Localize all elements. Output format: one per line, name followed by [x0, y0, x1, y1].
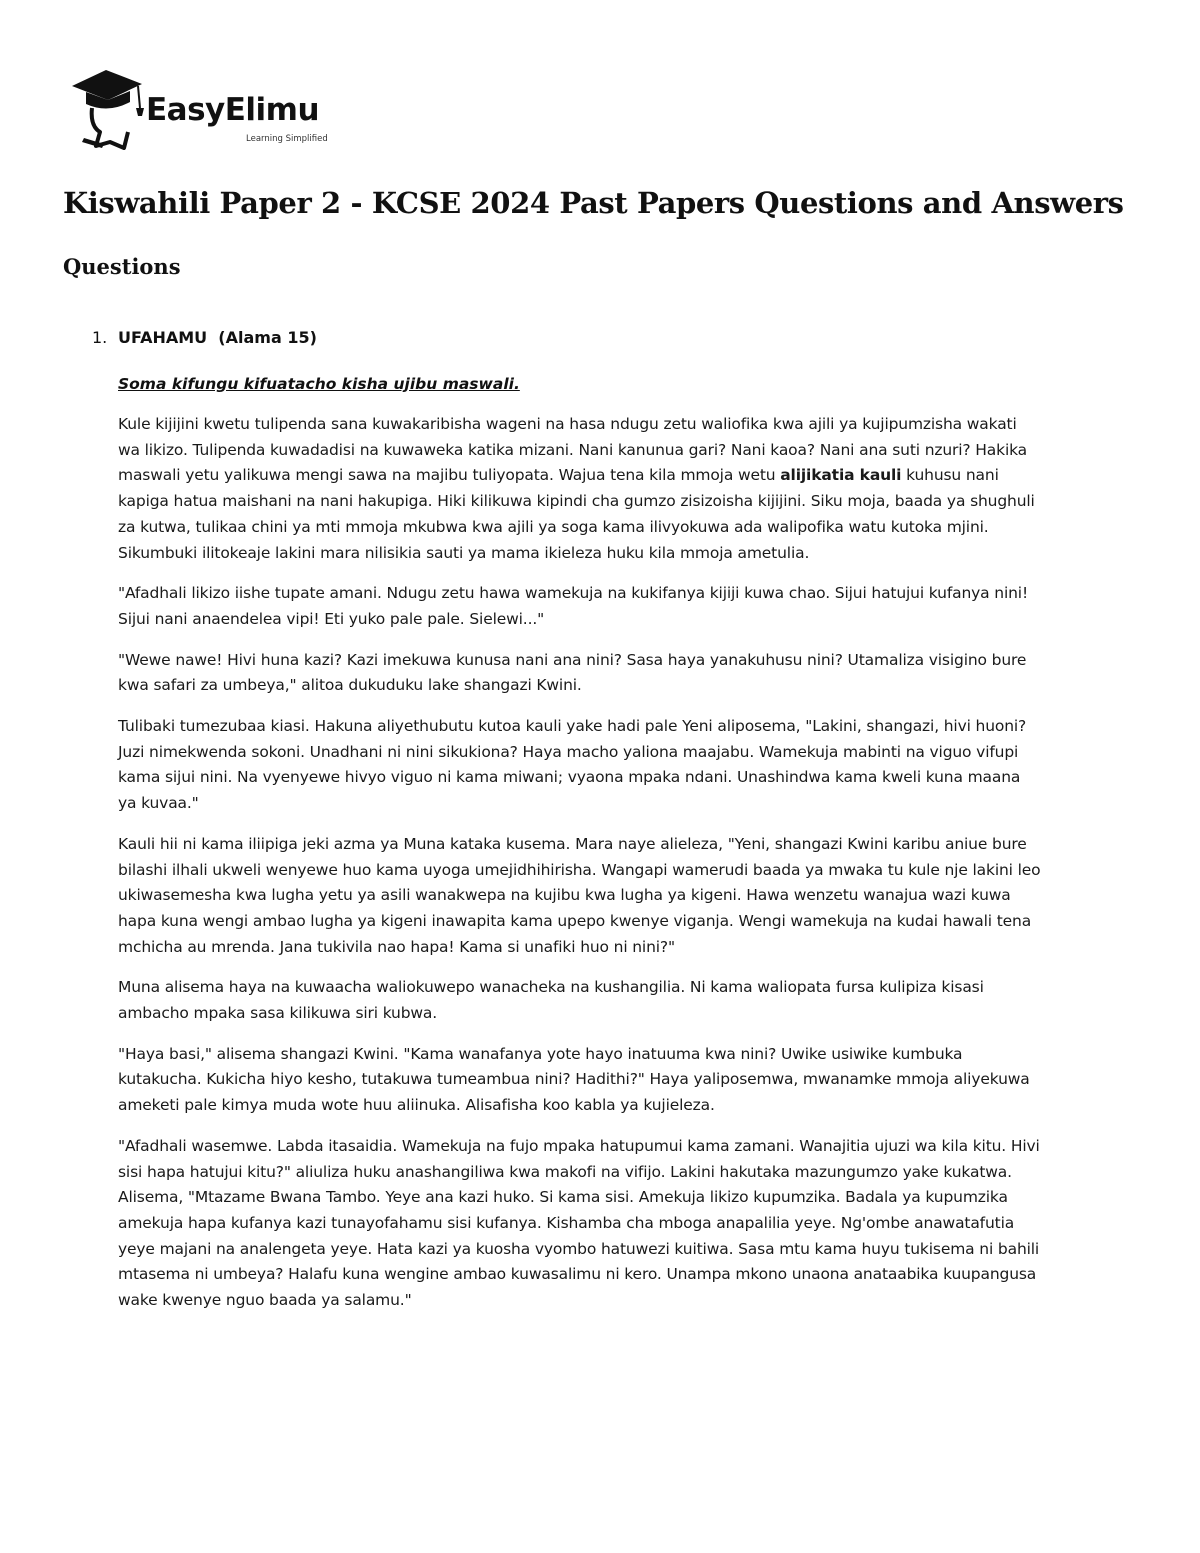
section-heading: Questions	[63, 254, 181, 279]
document-title: Kiswahili Paper 2 - KCSE 2024 Past Papers Questions and Answers	[63, 186, 1124, 220]
question-title: UFAHAMU (Alama 15)	[118, 328, 317, 347]
logo-brand-text: EasyElimu	[146, 92, 320, 128]
easyelimu-logo	[70, 68, 350, 150]
question-heading	[92, 326, 1042, 350]
passage-paragraph-5: Kauli hii ni kama iliipiga jeki azma ya Muna kataka kusema. Mara naye alieleza, "Yeni, shangazi Kwini karibu aniue bure bilashi ilhali ukweli wenyewe huo kama uyoga umejidhihirisha. Wangapi wamerudi baada ya mwaka tu kule nje lakini leo ukiwasemesha kwa lugha yetu ya asili wanakwepa na kujibu kwa lugha ya kigeni. Hawa wenzetu wanajua wazi kuwa hapa kuna wengi ambao lugha ya kigeni inawapita kama upepo kwenye viganja. Wengi wamekuja na kudai hawali tena mchicha au mrenda. Jana tukivila nao hapa! Kama si unafiki huo ni nini?"	[118, 834, 1041, 956]
passage-paragraph-8: "Afadhali wasemwe. Labda itasaidia. Wamekuja na fujo mpaka hatupumui kama zamani. Wanajitia ujuzi wa kila kitu. Hivi sisi hapa hatujui kitu?" aliuliza huku anashangiliwa kwa makofi na vifijo. Lakini hakutaka mazungumzo yake kukatwa. Alisema, "Mtazame Bwana Tambo. Yeye ana kazi huko. Si kama sisi. Amekuja likizo kupumzika. Badala ya kupumzika amekuja hapa kufanya kazi tunayofahamu sisi kufanya. Kishamba cha mboga anapalilia yeye. Ng'ombe anawatafutia yeye majani na analengeta yeye. Hata kazi ya kuosha vyombo hatuwezi kuitiwa. Sasa mtu kama huyu tukisema ni bahili mtasema ni umbeya? Halafu kuna wengine ambao kuwasalimu ni kero. Unampa mkono unaona anataabika kuupangusa wake kwenye nguo baada ya salamu."	[118, 1136, 1040, 1310]
passage-paragraph-3: "Wewe nawe! Hivi huna kazi? Kazi imekuwa kunusa nani ana nini? Sasa haya yanakuhusu nini? Utamaliza visigino bure kwa safari za umbeya," alitoa dukuduku lake shangazi Kwini.	[118, 650, 1027, 695]
passage-text: kuhusu nani kapiga hatua maishani na nani hakupiga. Hiki kilikuwa kipindi cha gumzo zisizoisha kijijini. Siku moja, baada ya shughuli za kutwa, tulikaa chini ya mti mmoja mkubwa kwa ajili ya soga kama ilivyokuwa ada walipofika watu kutoka mjini. Sikumbuki ilitokeaje lakini mara nilisikia sauti ya mama ikieleza huku kila mmoja ametulia.	[118, 466, 1035, 562]
graduation-cap-icon	[70, 68, 150, 150]
passage-bold-phrase: alijikatia kauli	[780, 466, 902, 485]
passage-text: Kule kijijini kwetu tulipenda sana kuwakaribisha wageni na hasa ndugu zetu waliofika kwa ajili ya kujipumzisha wakati wa likizo. Tulipenda kuwadadisi na kuwaweka katika mizani. Nani kanunua gari? Nani kaoa? Nani ana suti nzuri? Hakika maswali yetu yalikuwa mengi sawa na majibu tuliyopata. Wajua tena kila mmoja wetu	[118, 415, 1028, 485]
question-content	[118, 372, 1042, 1314]
question-number: 1.	[92, 328, 108, 347]
passage-paragraph-7: "Haya basi," alisema shangazi Kwini. "Kama wanafanya yote hayo inatuuma kwa nini? Uwike usiwike kumbuka kutakucha. Kukicha hiyo kesho, tutakuwa tumeambua nini? Hadithi?" Haya yaliposemwa, mwanamke mmoja aliyekuwa ameketi pale kimya muda wote huu aliinuka. Alisafisha koo kabla ya kujieleza.	[118, 1044, 1030, 1115]
passage-paragraph-2: "Afadhali likizo iishe tupate amani. Ndugu zetu hawa wamekuja na kukifanya kijiji kuwa chao. Sijui hatujui kufanya nini! Sijui nani anaendelea vipi! Eti yuko pale pale. Sielewi..."	[118, 584, 1029, 628]
passage-paragraph-1	[118, 412, 1042, 566]
question-instruction: Soma kifungu kifuatacho kisha ujibu maswali.	[118, 375, 520, 393]
question-list	[92, 326, 1042, 1329]
passage-paragraph-6: Muna alisema haya na kuwaacha waliokuwepo wanacheka na kushangilia. Ni kama waliopata fursa kulipiza kisasi ambacho mpaka sasa kilikuwa siri kubwa.	[118, 978, 984, 1023]
logo-tagline: Learning Simplified	[246, 134, 328, 144]
passage-paragraph-4: Tulibaki tumezubaa kiasi. Hakuna aliyethubutu kutoa kauli yake hadi pale Yeni aliposema, "Lakini, shangazi, hivi huoni? Juzi nimekwenda sokoni. Unadhani ni nini sikukiona? Haya macho yaliona maajabu. Wamekuja mabinti na viguo vifupi kama sijui nini. Na vyenyewe hivyo viguo ni kama miwani; vyaona mpaka ndani. Unashindwa kama kweli kuna maana ya kuvaa."	[118, 717, 1027, 813]
